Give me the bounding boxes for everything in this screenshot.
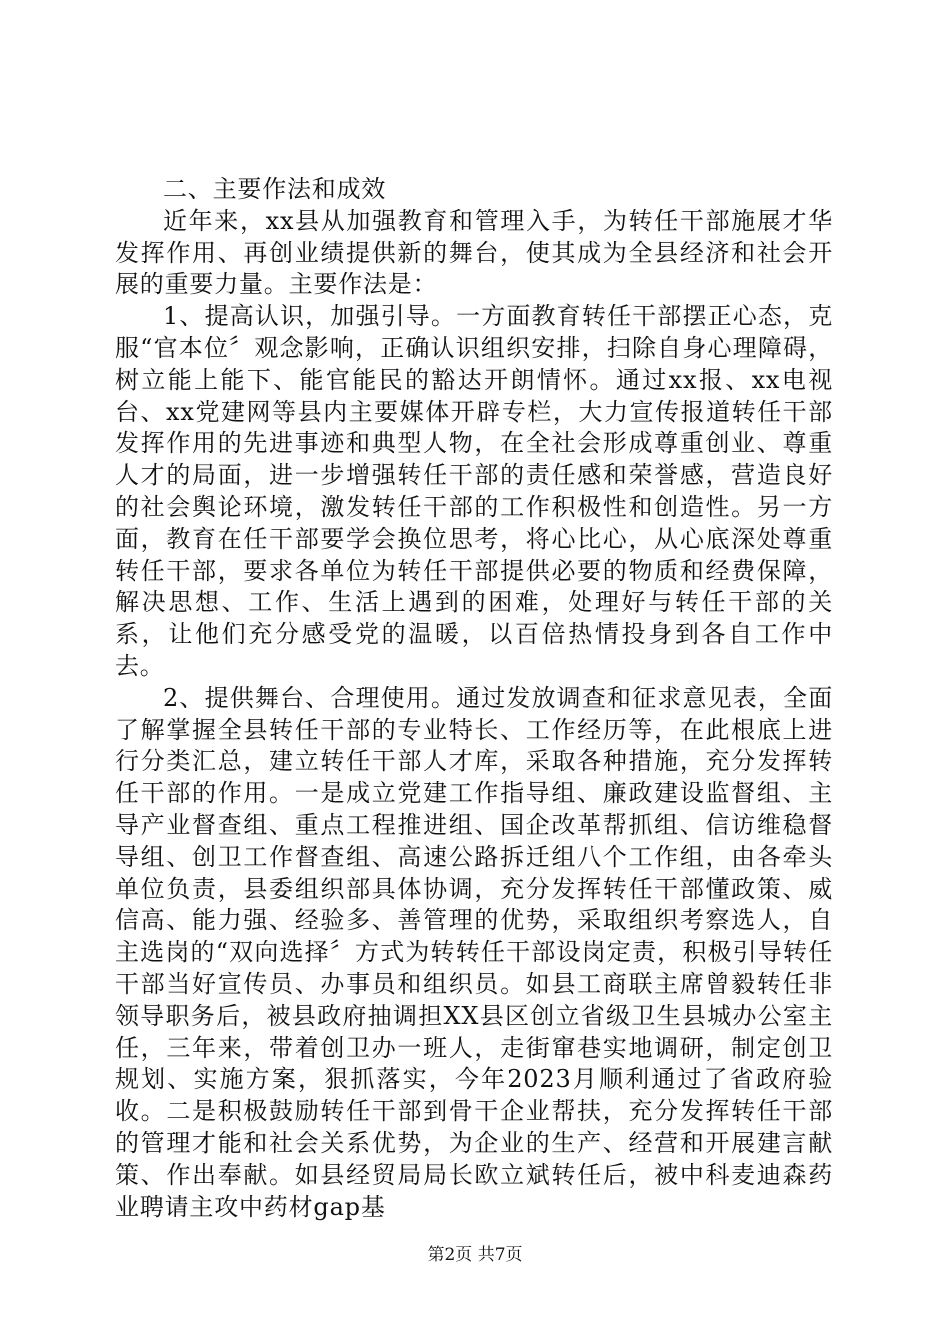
paragraph-intro: 近年来，xx县从加强教育和管理入手，为转任干部施展才华发挥作用、再创业绩提供新的舞台，使其成为全县经济和社会开展的重要力量。主要作法是： [115,206,833,299]
document-body [115,174,833,1223]
section-heading: 二、主要作法和成效 [163,175,387,203]
paragraph-item-1: 1、提高认识，加强引导。一方面教育转任干部摆正心态，克服“官本位〞观念影响，正确认识组织安排，扫除自身心理障碍，树立能上能下、能官能民的豁达开朗情怀。通过xx报、xx电视台、xx党建网等县内主要媒体开辟专栏，大力宣传报道转任干部发挥作用的先进事迹和典型人物，在全社会形成尊重创业、尊重人才的局面，进一步增强转任干部的责任感和荣誉感，营造良好的社会舆论环境，激发转任干部的工作积极性和创造性。另一方面，教育在任干部要学会换位思考，将心比心，从心底深处尊重转任干部，要求各单位为转任干部提供必要的物质和经费保障，解决思想、工作、生活上遇到的困难，处理好与转任干部的关系，让他们充分感受党的温暖，以百倍热情投身到各自工作中去。 [115,302,833,680]
page-number-footer: 第2页 共7页 [427,1245,523,1265]
paragraph-item-2: 2、提供舞台、合理使用。通过发放调查和征求意见表，全面了解掌握全县转任干部的专业特长、工作经历等，在此根底上进行分类汇总，建立转任干部人才库，采取各种措施，充分发挥转任干部的作用。一是成立党建工作指导组、廉政建设监督组、主导产业督查组、重点工程推进组、国企改革帮抓组、信访维稳督导组、创卫工作督查组、高速公路拆迁组八个工作组，由各牵头单位负责，县委组织部具体协调，充分发挥转任干部懂政策、威信高、能力强、经验多、善管理的优势，采取组织考察选人，自主选岗的“双向选择〞方式为转转任干部设岗定责，积极引导转任干部当好宣传员、办事员和组织员。如县工商联主席曾毅转任非领导职务后，被县政府抽调担XX县区创立省级卫生县城办公室主任，三年来，带着创卫办一班人，走街窜巷实地调研，制定创卫规划、实施方案，狠抓落实，今年2023月顺利通过了省政府验收。二是积极鼓励转任干部到骨干企业帮扶，充分发挥转任干部的管理才能和社会关系优势，为企业的生产、经营和开展建言献策、作出奉献。如县经贸局局长欧立斌转任后，被中科麦迪森药业聘请主攻中药材gap基 [115,683,833,1221]
